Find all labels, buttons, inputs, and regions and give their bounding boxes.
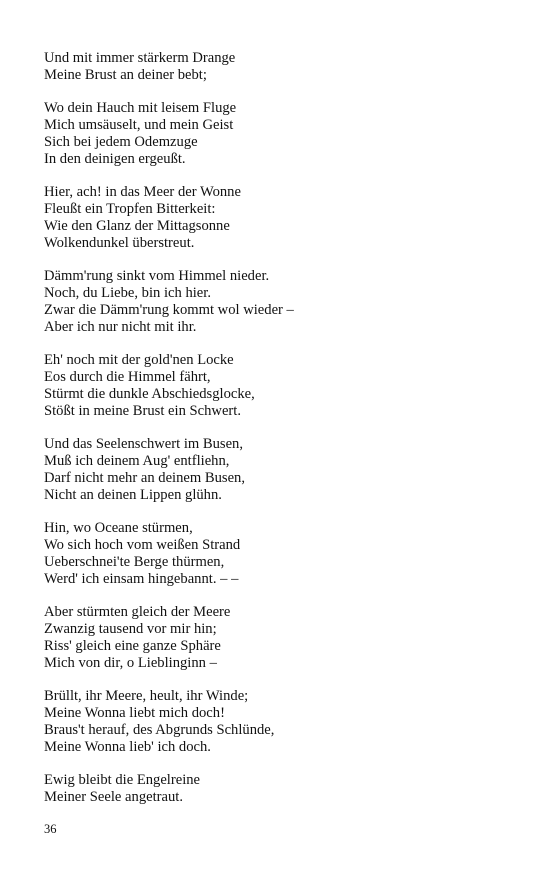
poem-line: Aber ich nur nicht mit ihr. bbox=[44, 318, 197, 335]
poem-line: Nicht an deinen Lippen glühn. bbox=[44, 486, 222, 503]
poem-line: In den deinigen ergeußt. bbox=[44, 150, 186, 167]
poem-text bbox=[44, 50, 514, 823]
stanza bbox=[44, 50, 514, 84]
poem-line: Werd' ich einsam hingebannt. – – bbox=[44, 570, 239, 587]
poem-line: Darf nicht mehr an deinem Busen, bbox=[44, 469, 246, 486]
poem-line: Meine Wonna lieb' ich doch. bbox=[44, 738, 211, 755]
stanza bbox=[44, 184, 514, 251]
poem-line: Noch, du Liebe, bin ich hier. bbox=[44, 285, 211, 302]
poem-line: Wie den Glanz der Mittagsonne bbox=[44, 217, 230, 234]
poem-line: Meine Wonna liebt mich doch! bbox=[44, 705, 225, 722]
poem-line: Dämm'rung sinkt vom Himmel nieder. bbox=[44, 268, 270, 285]
poem-line: Meiner Seele angetraut. bbox=[44, 789, 183, 806]
poem-line: Mich umsäuselt, und mein Geist bbox=[44, 117, 234, 134]
poem-line: Und das Seelenschwert im Busen, bbox=[44, 436, 244, 453]
poem-line: Mich von dir, o Lieblinginn – bbox=[44, 654, 217, 671]
poem-line: Braus't herauf, des Abgrunds Schlünde, bbox=[44, 721, 275, 738]
poem-line: Eos durch die Himmel fährt, bbox=[44, 369, 211, 386]
poem-line: Brüllt, ihr Meere, heult, ihr Winde; bbox=[44, 688, 249, 705]
stanza bbox=[44, 436, 514, 503]
poem-line: Aber stürmten gleich der Meere bbox=[44, 604, 231, 621]
poem-line: Wolkendunkel überstreut. bbox=[44, 234, 195, 251]
poem-line: Fleußt ein Tropfen Bitterkeit: bbox=[44, 201, 216, 218]
poem-line: Stürmt die dunkle Abschiedsglocke, bbox=[44, 385, 255, 402]
stanza bbox=[44, 352, 514, 419]
page-number: 36 bbox=[44, 822, 57, 836]
stanza bbox=[44, 268, 514, 335]
poem-line: Und mit immer stärkerm Drange bbox=[44, 50, 236, 66]
poem-line: Eh' noch mit der gold'nen Locke bbox=[44, 352, 234, 369]
poem-line: Ewig bleibt die Engelreine bbox=[44, 772, 201, 789]
poem-line: Wo dein Hauch mit leisem Fluge bbox=[44, 100, 237, 117]
poem-line: Hier, ach! in das Meer der Wonne bbox=[44, 184, 241, 201]
poem-line: Wo sich hoch vom weißen Strand bbox=[44, 537, 241, 554]
poem-line: Riss' gleich eine ganze Sphäre bbox=[44, 637, 221, 654]
poem-line: Zwanzig tausend vor mir hin; bbox=[44, 621, 217, 638]
stanza bbox=[44, 604, 514, 671]
poem-line: Hin, wo Oceane stürmen, bbox=[44, 520, 193, 537]
stanza bbox=[44, 688, 514, 755]
stanza bbox=[44, 520, 514, 587]
stanza bbox=[44, 772, 514, 806]
poem-line: Meine Brust an deiner bebt; bbox=[44, 66, 207, 83]
poem-line: Sich bei jedem Odemzuge bbox=[44, 133, 198, 150]
poem-line: Muß ich deinem Aug' entfliehn, bbox=[44, 453, 230, 470]
poem-line: Stößt in meine Brust ein Schwert. bbox=[44, 402, 241, 419]
poem-line: Ueberschnei'te Berge thürmen, bbox=[44, 553, 225, 570]
poem-line: Zwar die Dämm'rung kommt wol wieder – bbox=[44, 301, 294, 318]
stanza bbox=[44, 100, 514, 167]
